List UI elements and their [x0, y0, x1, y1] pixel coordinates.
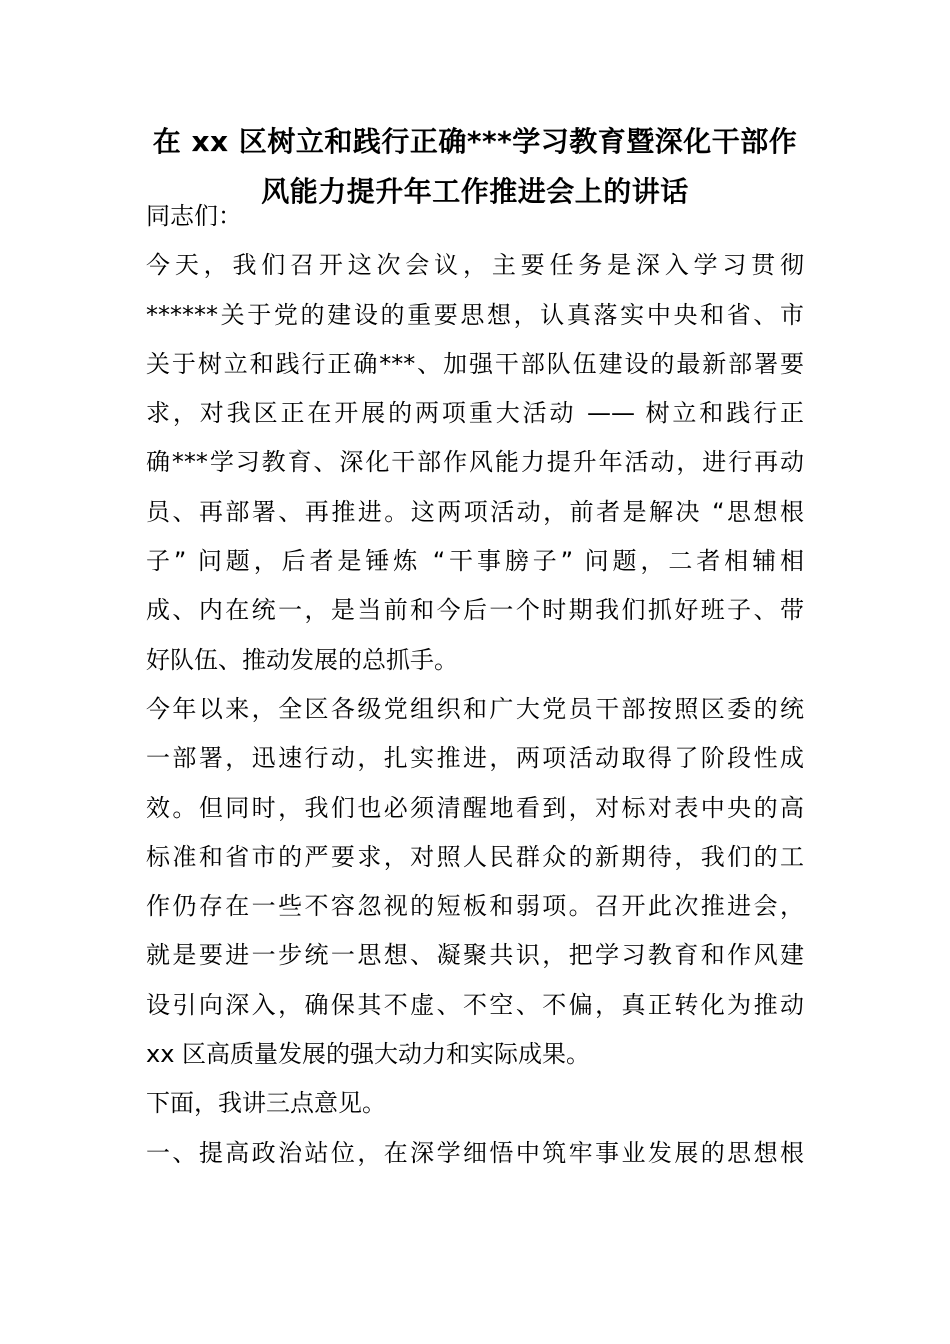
paragraph-2-line: xx 区高质量发展的强大动力和实际成果。 — [146, 1040, 591, 1069]
paragraph-1-line: 确***学习教育、深化干部作风能力提升年活动，进行再动 — [146, 448, 804, 477]
paragraph-1-line: 好队伍、推动发展的总抓手。 — [146, 645, 458, 674]
paragraph-1-line: 成、内在统一，是当前和今后一个时期我们抓好班子、带 — [146, 596, 804, 625]
paragraph-2-line: 设引向深入，确保其不虚、不空、不偏，真正转化为推动 — [146, 990, 804, 1019]
paragraph-1-line: 员、再部署、再推进。这两项活动，前者是解决 “思想根 — [146, 497, 804, 526]
salutation: 同志们： — [146, 202, 242, 230]
document-body — [146, 192, 804, 1178]
document-title-line-1: 在 xx 区树立和践行正确***学习教育暨深化干部作 — [152, 125, 798, 158]
paragraph-1 — [146, 241, 804, 685]
paragraph-2-line: 一部署，迅速行动，扎实推进，两项活动取得了阶段性成 — [146, 744, 804, 773]
paragraph-1-line: 今天，我们召开这次会议，主要任务是深入学习贯彻 — [146, 251, 804, 280]
paragraph-1-line: 子” 问题，后者是锤炼 “干事膀子” 问题，二者相辅相 — [146, 547, 804, 576]
paragraph-3: 下面，我讲三点意见。 — [146, 1089, 386, 1118]
paragraph-2 — [146, 685, 804, 1079]
document-title-line-2: 风能力提升年工作推进会上的讲话 — [261, 175, 689, 208]
paragraph-2-line: 作仍存在一些不容忽视的短板和弱项。召开此次推进会， — [146, 892, 804, 921]
paragraph-1-line: 关于树立和践行正确***、加强干部队伍建设的最新部署要 — [146, 349, 804, 378]
paragraph-1-line: 求，对我区正在开展的两项重大活动 —— 树立和践行正 — [146, 399, 804, 428]
paragraph-2-line: 标准和省市的严要求，对照人民群众的新期待，我们的工 — [146, 842, 804, 871]
paragraph-2-line: 效。但同时，我们也必须清醒地看到，对标对表中央的高 — [146, 793, 804, 822]
paragraph-1-line: ******关于党的建设的重要思想，认真落实中央和省、市 — [146, 300, 804, 329]
section-heading-1: 一、提高政治站位，在深学细悟中筑牢事业发展的思想根 — [146, 1138, 804, 1167]
paragraph-2-line: 就是要进一步统一思想、凝聚共识，把学习教育和作风建 — [146, 941, 804, 970]
paragraph-2-line: 今年以来，全区各级党组织和广大党员干部按照区委的统 — [146, 694, 804, 723]
